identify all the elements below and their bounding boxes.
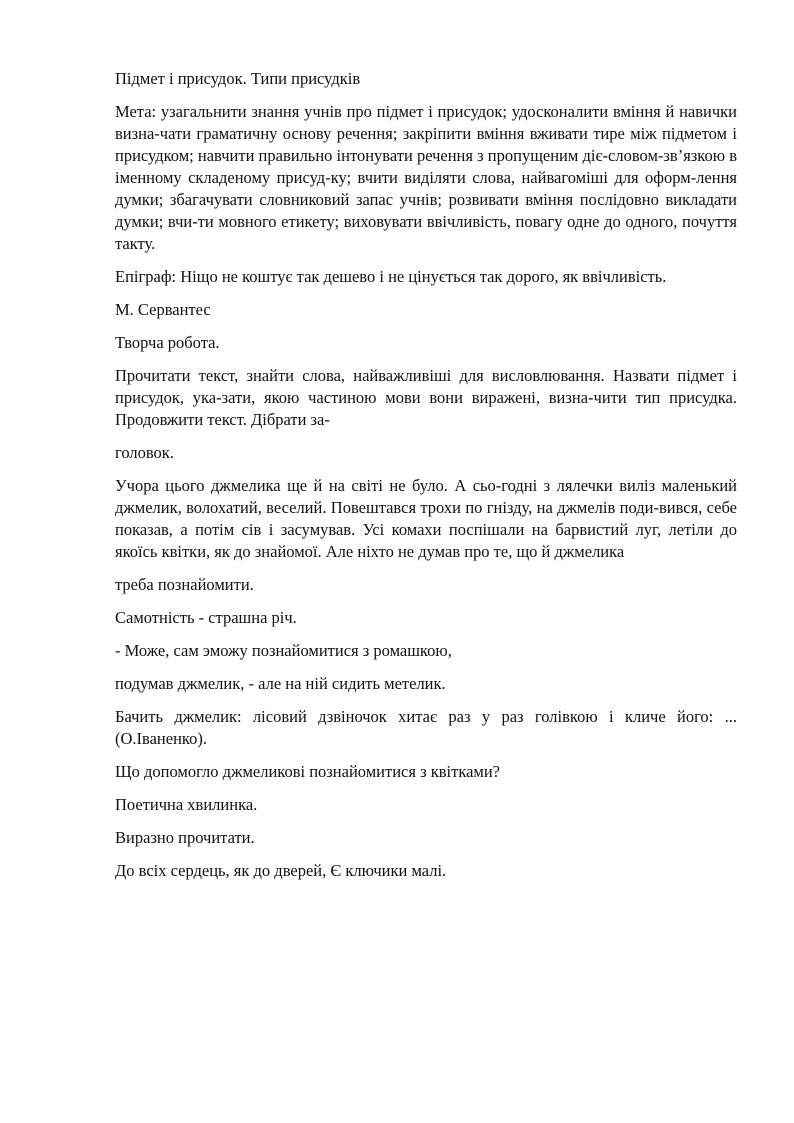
task-text-continued: головок. [115,443,174,462]
story-paragraph-2: треба познайомити. [115,575,254,594]
story-paragraph-6: Бачить джмелик: лісовий дзвіночок хитає раз у раз голівкою і кличе його: ... (О.Іваненко). [115,707,737,748]
story-paragraph-4: - Може, сам эможу познайомитися з ромашкою, [115,641,452,660]
story-paragraph-5: подумав джмелик, - але на ній сидить метелик. [115,674,446,693]
read-expressively: Виразно прочитати. [115,828,255,847]
lesson-title: Підмет і присудок. Типи присудків [115,69,361,88]
epigraph-author: М. Сервантес [115,300,211,319]
task-text: Прочитати текст, знайти слова, найважливіші для висловлювання. Назвати підмет і присудок, ука-зати, якою частиною мови вони виражені, визна-чити тип присудка. Продовжити текст. Дібрати за- [115,366,737,429]
lesson-goal: Мета: узагальнити знання учнів про підмет і присудок; удосконалити вміння й навички визна-чати граматичну основу речення; закріпити вміння вживати тире між підметом і присудком; навчити правильно інтонувати речення з пропущеним діє-словом-зв’язкою в іменному складеному присуд-ку; вчити виділяти слова, найвагоміші для оформ-лення думки; збагачувати словниковий запас учнів; розвивати вміння послідовно викладати думки; вчи-ти мовного етикету; виховувати ввічливість, повагу одне до одного, почуття такту. [115,102,737,253]
epigraph: Епіграф: Ніщо не коштує так дешево і не цінується так дорого, як ввічливість. [115,267,667,286]
poem-line: До всіх сердець, як до дверей, Є ключики малі. [115,861,447,880]
story-paragraph-3: Самотність - страшна річ. [115,608,297,627]
story-paragraph-1: Учора цього джмелика ще й на світі не було. А сьо-годні з лялечки виліз маленький джмелик, волохатий, веселий. Повештався трохи по гнізду, на джмелів поди-вився, себе показав, а потім сів і засумував. Усі комахи поспішали на барвистий луг, летіли до якоїсь квітки, як до знайомої. Але ніхто не думав про те, що й джмелика [115,476,737,561]
creative-work-heading: Творча робота. [115,333,220,352]
document-page [115,68,737,893]
question: Що допомогло джмеликові познайомитися з квітками? [115,762,501,781]
poetry-minute-heading: Поетична хвилинка. [115,795,258,814]
